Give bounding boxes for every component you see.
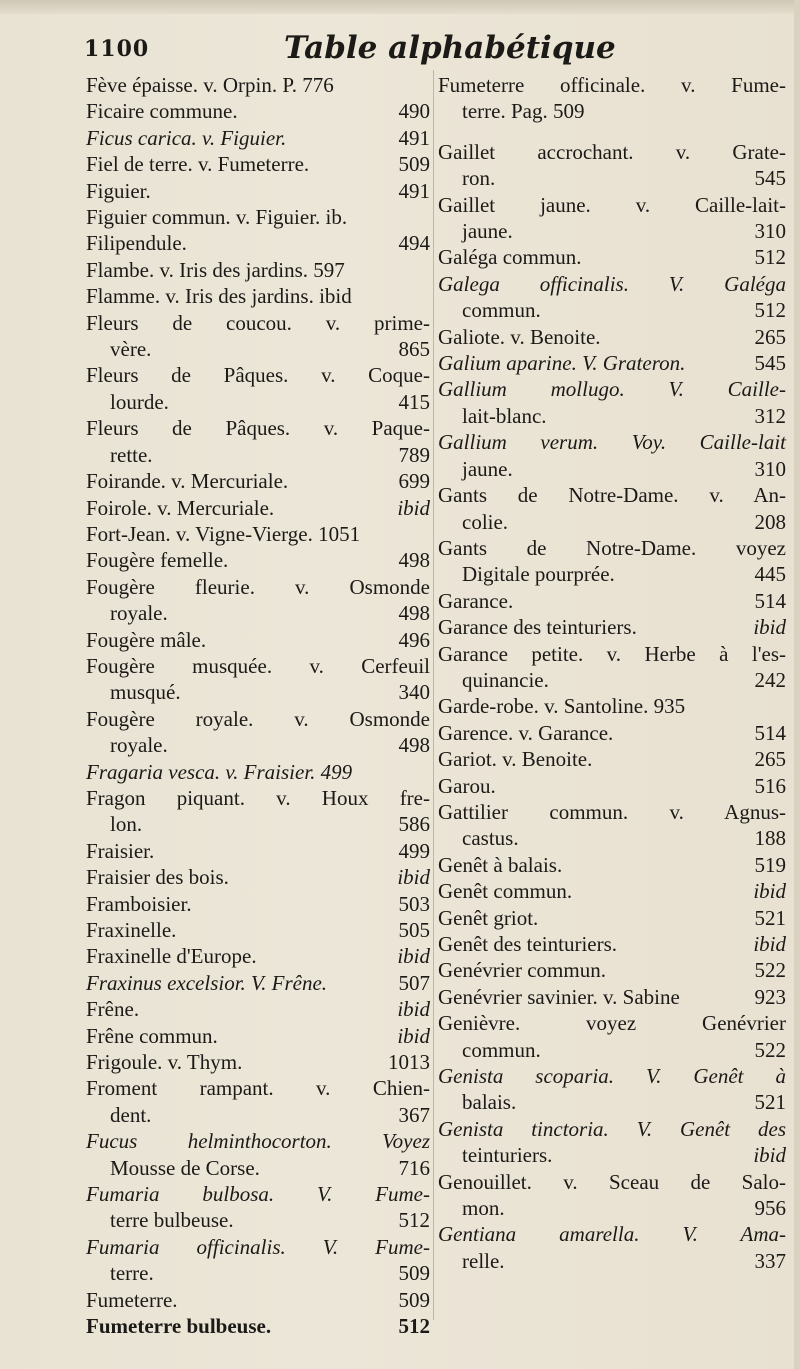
- entry-line: Frêne commun.: [86, 1023, 218, 1048]
- entry-line: castus.: [462, 826, 519, 851]
- page-header: [84, 30, 784, 70]
- entry-page-ref: 514: [754, 720, 786, 745]
- entry-line: Gaillet jaune. v. Caille-lait-: [438, 192, 786, 217]
- entry-line: Gariot. v. Benoite.: [438, 747, 593, 772]
- index-entry: [86, 1128, 430, 1181]
- index-entry: [86, 891, 430, 917]
- index-entry: [86, 415, 430, 468]
- entry-line: Fragon piquant. v. Houx fre-: [86, 785, 430, 810]
- index-entry: [86, 1181, 430, 1234]
- index-entry: [438, 957, 786, 983]
- index-entry: [438, 984, 786, 1010]
- entry-line: Fort-Jean. v. Vigne-Vierge. 1051: [86, 521, 361, 546]
- index-entry: [438, 799, 786, 852]
- index-entry: [86, 178, 430, 204]
- entry-page-ref: 490: [398, 99, 430, 124]
- entry-page-ref: ibid: [397, 1023, 430, 1048]
- index-entry: [86, 1313, 430, 1339]
- entry-page-ref: ibid: [753, 1143, 786, 1168]
- entry-line: Fraxinelle d'Europe.: [86, 944, 257, 969]
- index-entry: [438, 1116, 786, 1169]
- entry-page-ref: ibid: [397, 997, 430, 1022]
- entry-line: Mousse de Corse.: [110, 1155, 260, 1180]
- entry-page-ref: 491: [398, 178, 430, 203]
- entry-page-ref: 507: [398, 970, 430, 995]
- index-entry: [86, 864, 430, 890]
- entry-line: Fougère musquée. v. Cerfeuil: [86, 653, 430, 678]
- index-entry: [86, 362, 430, 415]
- entry-page-ref: 491: [398, 125, 430, 150]
- entry-page-ref: 242: [754, 667, 786, 692]
- entry-line: Genêt griot.: [438, 905, 539, 930]
- entry-line: Ficaire commune.: [86, 99, 238, 124]
- entry-line: terre. Pag. 509: [462, 99, 585, 124]
- index-entry: [86, 838, 430, 864]
- index-entry: [86, 574, 430, 627]
- entry-line: rette.: [110, 442, 153, 467]
- entry-page-ref: 545: [754, 166, 786, 191]
- entry-page-ref: 337: [754, 1248, 786, 1273]
- index-entry: [86, 917, 430, 943]
- entry-line: Garou.: [438, 773, 496, 798]
- entry-line: teinturiers.: [462, 1143, 553, 1168]
- entry-line: Fougère mâle.: [86, 627, 207, 652]
- page-number: 1100: [84, 36, 150, 62]
- index-entry: [438, 1063, 786, 1116]
- entry-page-ref: 499: [398, 838, 430, 863]
- entry-page-ref: ibid: [753, 879, 786, 904]
- entry-page-ref: 956: [754, 1196, 786, 1221]
- entry-line: jaune.: [462, 456, 513, 481]
- entry-line: Digitale pourprée.: [462, 562, 615, 587]
- index-entry: [86, 521, 430, 547]
- index-entry: [86, 204, 430, 230]
- entry-line: Galiote. v. Benoite.: [438, 324, 601, 349]
- entry-page-ref: 265: [754, 324, 786, 349]
- index-entry: [86, 72, 430, 98]
- entry-page-ref: 340: [398, 680, 430, 705]
- index-entry: [438, 905, 786, 931]
- index-entry: [438, 1010, 786, 1063]
- index-entry: [438, 931, 786, 957]
- entry-page-ref: 188: [754, 826, 786, 851]
- index-entry: [86, 1234, 430, 1287]
- entry-page-ref: 505: [398, 918, 430, 942]
- index-entry: [86, 125, 430, 151]
- index-entry: [86, 468, 430, 494]
- entry-line: Fougère femelle.: [86, 548, 229, 573]
- entry-page-ref: 496: [398, 627, 430, 652]
- index-entry: [438, 376, 786, 429]
- entry-line: ron.: [462, 166, 496, 191]
- entry-line: dent.: [110, 1102, 152, 1127]
- index-entry: [438, 588, 786, 614]
- entry-line: Fraisier.: [86, 838, 155, 863]
- entry-page-ref: 208: [754, 509, 786, 534]
- index-entry: [438, 429, 786, 482]
- entry-page-ref: 265: [754, 747, 786, 772]
- entry-page-ref: 865: [398, 337, 430, 362]
- entry-line: Fumaria bulbosa. V. Fume-: [86, 1182, 430, 1207]
- entry-line: balais.: [462, 1090, 517, 1115]
- entry-line: Genièvre. voyez Genévrier: [438, 1011, 786, 1036]
- entry-line: Genista scoparia. V. Genêt à: [438, 1064, 786, 1089]
- entry-page-ref: 509: [398, 152, 430, 177]
- entry-page-ref: 367: [398, 1102, 430, 1127]
- entry-page-ref: 498: [398, 733, 430, 758]
- index-entry: [438, 350, 786, 376]
- entry-page-ref: 516: [754, 773, 786, 798]
- entry-line: Fumeterre officinale. v. Fume-: [438, 73, 786, 97]
- index-entry: [86, 1049, 430, 1075]
- entry-page-ref: 310: [754, 456, 786, 481]
- entry-line: lourde.: [110, 389, 169, 414]
- index-entry: [438, 1169, 786, 1222]
- index-entry: [86, 970, 430, 996]
- entry-page-ref: ibid: [753, 615, 786, 640]
- entry-line: Foirole. v. Mercuriale.: [86, 495, 275, 520]
- entry-line: Gentiana amarella. V. Ama-: [438, 1222, 786, 1247]
- entry-line: Gattilier commun. v. Agnus-: [438, 799, 786, 824]
- index-entry: [86, 943, 430, 969]
- entry-line: Fumaria officinalis. V. Fume-: [86, 1234, 430, 1259]
- index-column-left: [86, 72, 430, 1340]
- entry-line: Fraxinelle.: [86, 918, 177, 942]
- entry-line: terre.: [110, 1261, 154, 1286]
- entry-page-ref: 586: [398, 812, 430, 837]
- entry-line: Fougère fleurie. v. Osmonde: [86, 574, 430, 599]
- entry-line: jaune.: [462, 219, 513, 244]
- index-entry: [86, 706, 430, 759]
- index-entry: [438, 244, 786, 270]
- index-entry: [86, 627, 430, 653]
- entry-line: Froment rampant. v. Chien-: [86, 1076, 430, 1101]
- index-entry: [86, 1023, 430, 1049]
- entry-page-ref: 445: [754, 562, 786, 587]
- entry-line: Framboisier.: [86, 891, 192, 916]
- page-right-edge: [794, 0, 800, 1369]
- entry-line: Flamme. v. Iris des jardins. ibid: [86, 284, 352, 309]
- entry-line: Fumeterre bulbeuse.: [86, 1314, 272, 1339]
- entry-line: Fucus helminthocorton. Voyez: [86, 1129, 430, 1154]
- entry-line: Genévrier commun.: [438, 958, 606, 983]
- running-title: Table alphabétique: [284, 30, 616, 66]
- index-entry: [86, 495, 430, 521]
- index-entry: [438, 192, 786, 245]
- index-entry: [438, 720, 786, 746]
- entry-line: Fragaria vesca. v. Fraisier. 499: [86, 759, 353, 784]
- entry-line: Garance petite. v. Herbe à l'es-: [438, 641, 786, 666]
- entry-line: Fraisier des bois.: [86, 865, 229, 890]
- entry-line: Galium aparine. V. Grateron.: [438, 351, 686, 376]
- index-entry: [438, 324, 786, 350]
- entry-page-ref: ibid: [397, 944, 430, 969]
- entry-line: Ficus carica. v. Figuier.: [86, 125, 287, 150]
- entry-line: Fraxinus excelsior. V. Frêne.: [86, 970, 328, 995]
- index-entry: [438, 72, 786, 125]
- index-entry: [86, 759, 430, 785]
- index-entry: [86, 547, 430, 573]
- column-divider: [433, 70, 434, 1320]
- entry-line: Genouillet. v. Sceau de Salo-: [438, 1169, 786, 1194]
- entry-page-ref: 509: [398, 1287, 430, 1312]
- entry-line: Genêt commun.: [438, 879, 573, 904]
- entry-line: Fleurs de Pâques. v. Paque-: [86, 416, 430, 441]
- index-entry: [86, 98, 430, 124]
- index-entry: [438, 482, 786, 535]
- entry-line: Garance des teinturiers.: [438, 615, 637, 640]
- index-entry: [86, 1075, 430, 1128]
- entry-line: Filipendule.: [86, 231, 187, 256]
- entry-line: Figuier.: [86, 178, 151, 203]
- entry-line: Frigoule. v. Thym.: [86, 1050, 243, 1075]
- entry-line: Garence. v. Garance.: [438, 720, 614, 745]
- entry-page-ref: 503: [398, 891, 430, 916]
- entry-line: Flambe. v. Iris des jardins. 597: [86, 257, 345, 282]
- entry-page-ref: 512: [398, 1314, 430, 1339]
- entry-line: quinancie.: [462, 667, 549, 692]
- page-top-edge: [0, 0, 800, 14]
- entry-line: Genêt des teinturiers.: [438, 932, 618, 956]
- index-entry: [86, 785, 430, 838]
- entry-page-ref: 1013: [388, 1050, 430, 1075]
- entry-line: Fumeterre.: [86, 1287, 178, 1312]
- index-entry: [438, 271, 786, 324]
- entry-page-ref: 519: [754, 852, 786, 877]
- entry-line: Frêne.: [86, 997, 140, 1022]
- index-entry: [86, 230, 430, 256]
- entry-line: Garance.: [438, 588, 514, 613]
- index-entry: [86, 653, 430, 706]
- index-entry: [86, 283, 430, 309]
- index-entry: [438, 1221, 786, 1274]
- entry-page-ref: 512: [398, 1208, 430, 1233]
- entry-line: Fiel de terre. v. Fumeterre.: [86, 152, 310, 177]
- entry-line: Gaillet accrochant. v. Grate-: [438, 139, 786, 164]
- entry-line: Figuier commun. v. Figuier. ib.: [86, 205, 348, 230]
- index-entry: [438, 535, 786, 588]
- entry-page-ref: 522: [754, 1037, 786, 1062]
- index-entry: [438, 746, 786, 772]
- entry-line: Gants de Notre-Dame. v. An-: [438, 483, 786, 508]
- index-entry: [438, 773, 786, 799]
- entry-page-ref: 310: [754, 219, 786, 244]
- entry-line: Galega officinalis. V. Galéga: [438, 271, 786, 296]
- entry-line: Genista tinctoria. V. Genêt des: [438, 1116, 786, 1141]
- entry-line: Garde-robe. v. Santoline. 935: [438, 694, 686, 719]
- index-entry: [86, 1287, 430, 1313]
- entry-line: Gallium verum. Voy. Caille-lait: [438, 430, 786, 455]
- entry-page-ref: 415: [398, 389, 430, 414]
- entry-line: mon.: [462, 1196, 505, 1221]
- index-entry: [86, 996, 430, 1022]
- entry-page-ref: 509: [398, 1261, 430, 1286]
- entry-page-ref: ibid: [753, 932, 786, 956]
- entry-page-ref: ibid: [397, 865, 430, 890]
- entry-line: relle.: [462, 1248, 505, 1273]
- entry-page-ref: 699: [398, 469, 430, 494]
- entry-line: Fleurs de Pâques. v. Coque-: [86, 363, 430, 388]
- entry-page-ref: 514: [754, 588, 786, 613]
- entry-line: lon.: [110, 812, 143, 837]
- entry-page-ref: 494: [398, 231, 430, 256]
- index-entry: [438, 878, 786, 904]
- entry-page-ref: 716: [398, 1155, 430, 1180]
- entry-line: commun.: [462, 298, 541, 323]
- entry-page-ref: 923: [754, 984, 786, 1009]
- entry-line: royale.: [110, 601, 168, 626]
- entry-page-ref: 498: [398, 601, 430, 626]
- entry-page-ref: 312: [754, 403, 786, 428]
- entry-page-ref: 512: [754, 298, 786, 323]
- entry-line: commun.: [462, 1037, 541, 1062]
- index-entry: [86, 310, 430, 363]
- entry-page-ref: 512: [754, 245, 786, 270]
- entry-line: Gallium mollugo. V. Caille-: [438, 377, 786, 402]
- entry-page-ref: 521: [754, 905, 786, 930]
- entry-line: colie.: [462, 509, 509, 534]
- entry-page-ref: 789: [398, 442, 430, 467]
- index-entry: [438, 614, 786, 640]
- entry-page-ref: 545: [754, 351, 786, 376]
- entry-line: Fougère royale. v. Osmonde: [86, 706, 430, 731]
- entry-page-ref: ibid: [397, 495, 430, 520]
- entry-line: vère.: [110, 337, 152, 362]
- index-entry: [86, 151, 430, 177]
- entry-line: Genêt à balais.: [438, 852, 563, 877]
- entry-line: Gants de Notre-Dame. voyez: [438, 535, 786, 560]
- entry-page-ref: 498: [398, 548, 430, 573]
- entry-line: lait-blanc.: [462, 403, 547, 428]
- entry-line: Galéga commun.: [438, 245, 582, 270]
- entry-line: terre bulbeuse.: [110, 1208, 234, 1233]
- index-column-right: [438, 72, 786, 1274]
- entry-line: Fleurs de coucou. v. prime-: [86, 310, 430, 335]
- entry-line: Fève épaisse. v. Orpin. P. 776: [86, 73, 334, 97]
- entry-line: musqué.: [110, 680, 181, 705]
- index-entry: [438, 852, 786, 878]
- entry-line: royale.: [110, 733, 168, 758]
- entry-line: Foirande. v. Mercuriale.: [86, 469, 289, 494]
- index-entry: [438, 139, 786, 192]
- index-entry: [86, 257, 430, 283]
- entry-page-ref: 522: [754, 958, 786, 983]
- index-entry: [438, 693, 786, 719]
- entry-page-ref: 521: [754, 1090, 786, 1115]
- entry-line: Genévrier savinier. v. Sabine: [438, 984, 680, 1009]
- index-entry: [438, 641, 786, 694]
